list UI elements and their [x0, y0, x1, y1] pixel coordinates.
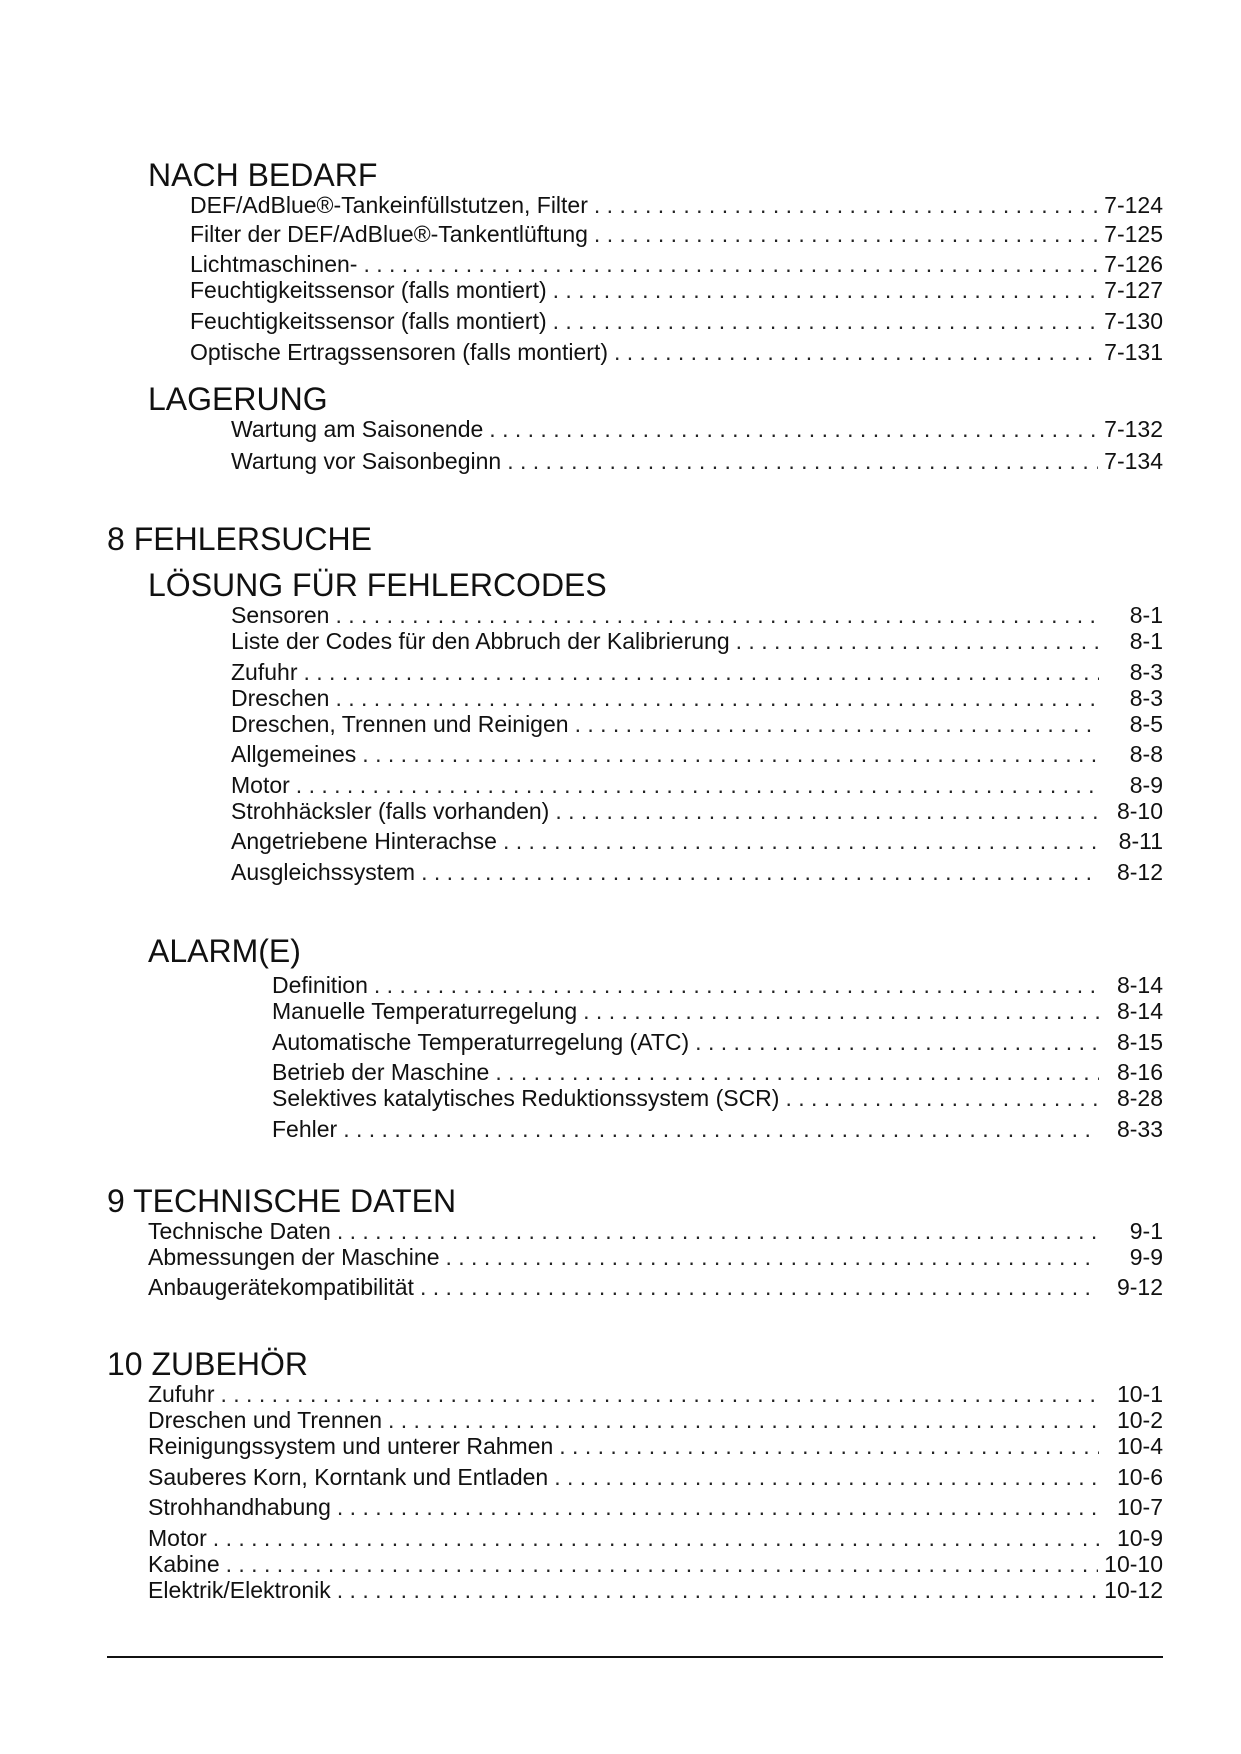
dot-leader [575, 710, 1099, 738]
toc-entry-title: Dreschen [231, 685, 330, 711]
toc-entry-page: 8-3 [1129, 685, 1163, 711]
toc-entry-title: Abmessungen der Maschine [148, 1244, 440, 1270]
toc-entry-page: 10-9 [1116, 1525, 1163, 1551]
dot-leader [226, 1550, 1099, 1578]
toc-entry[interactable] [190, 220, 1163, 248]
toc-entry-title: Sauberes Korn, Korntank und Entladen [148, 1464, 549, 1490]
toc-entry-page: 8-1 [1129, 628, 1163, 654]
toc-entry-page: 8-12 [1116, 859, 1163, 885]
toc-entry-title: Anbaugerätekompatibilität [148, 1274, 414, 1300]
toc-entry-page: 8-33 [1116, 1116, 1163, 1142]
dot-leader [337, 1217, 1099, 1245]
dot-leader [335, 684, 1099, 712]
toc-entry[interactable] [272, 1058, 1163, 1086]
toc-entry[interactable] [190, 250, 1163, 278]
toc-entry[interactable] [231, 771, 1163, 799]
chapter-heading-technische-daten: 9 TECHNISCHE DATEN [107, 1183, 457, 1219]
toc-entry[interactable] [272, 971, 1163, 999]
dot-leader [374, 971, 1099, 999]
toc-entry[interactable] [148, 1380, 1163, 1408]
toc-entry-page: 7-132 [1104, 416, 1163, 442]
dot-leader [489, 415, 1098, 443]
toc-entry-title: Zufuhr [231, 659, 298, 685]
toc-entry-page: 7-125 [1104, 221, 1163, 247]
section-heading-loesung-fehlercodes: LÖSUNG FÜR FEHLERCODES [148, 567, 607, 603]
toc-entry-title: Dreschen, Trennen und Reinigen [231, 711, 569, 737]
dot-leader [555, 797, 1099, 825]
toc-entry-page: 8-1 [1129, 602, 1163, 628]
toc-entry-title: Dreschen und Trennen [148, 1407, 382, 1433]
toc-entry-title: Wartung vor Saisonbeginn [231, 448, 502, 474]
toc-entry[interactable] [272, 997, 1163, 1025]
toc-entry-page: 7-127 [1104, 277, 1163, 303]
toc-entry[interactable] [148, 1524, 1163, 1552]
toc-entry-page: 8-28 [1116, 1085, 1163, 1111]
toc-entry-title: Angetriebene Hinterachse [231, 828, 497, 854]
toc-entry-page: 8-15 [1116, 1029, 1163, 1055]
toc-entry-title: Kabine [148, 1551, 220, 1577]
toc-entry[interactable] [231, 710, 1163, 738]
toc-entry[interactable] [148, 1493, 1163, 1521]
toc-entry[interactable] [148, 1550, 1163, 1578]
toc-entry-title: Feuchtigkeitssensor (falls montiert) [190, 308, 547, 334]
toc-entry-page: 10-7 [1116, 1494, 1163, 1520]
dot-leader [213, 1524, 1099, 1552]
toc-entry-title: Feuchtigkeitssensor (falls montiert) [190, 277, 547, 303]
toc-entry-page: 9-9 [1129, 1244, 1163, 1270]
dot-leader [503, 827, 1099, 855]
dot-leader [362, 740, 1099, 768]
toc-entry-title: Manuelle Temperaturregelung [272, 998, 578, 1024]
toc-entry-page: 8-14 [1116, 998, 1163, 1024]
dot-leader [695, 1028, 1099, 1056]
footer-rule [107, 1656, 1163, 1658]
dot-leader [507, 447, 1098, 475]
toc-entry-page: 8-10 [1116, 798, 1163, 824]
toc-entry[interactable] [272, 1084, 1163, 1112]
toc-entry[interactable] [190, 307, 1163, 335]
toc-entry-title: Technische Daten [148, 1218, 331, 1244]
toc-entry-title: Motor [148, 1525, 207, 1551]
toc-entry-title: Strohhandhabung [148, 1494, 331, 1520]
toc-entry-title: Reinigungssystem und unterer Rahmen [148, 1433, 554, 1459]
section-heading-alarme: ALARM(E) [148, 933, 301, 969]
toc-entry-title: Betrieb der Maschine [272, 1059, 490, 1085]
toc-entry-page: 10-10 [1104, 1551, 1163, 1577]
toc-entry-title: Strohhäcksler (falls vorhanden) [231, 798, 550, 824]
dot-leader [337, 1576, 1098, 1604]
dot-leader [785, 1084, 1099, 1112]
toc-entry-title: Sensoren [231, 602, 330, 628]
toc-entry-page: 7-130 [1104, 308, 1163, 334]
dot-leader [388, 1406, 1099, 1434]
dot-leader [421, 858, 1099, 886]
toc-entry-page: 10-12 [1104, 1577, 1163, 1603]
toc-entry-title: Filter der DEF/AdBlue®-Tankentlüftung [190, 221, 588, 247]
toc-entry[interactable] [148, 1273, 1163, 1301]
toc-entry-title: Elektrik/Elektronik [148, 1577, 331, 1603]
toc-entry[interactable] [190, 191, 1163, 219]
dot-leader [554, 1463, 1099, 1491]
toc-entry-title: Liste der Codes für den Abbruch der Kalibrierung [231, 628, 730, 654]
toc-entry[interactable] [231, 684, 1163, 712]
toc-entry-title: Motor [231, 772, 290, 798]
toc-entry-page: 7-131 [1104, 339, 1163, 365]
toc-entry[interactable] [272, 1028, 1163, 1056]
toc-entry[interactable] [190, 338, 1163, 366]
toc-entry-title: DEF/AdBlue®-Tankeinfüllstutzen, Filter [190, 192, 588, 218]
dot-leader [553, 276, 1099, 304]
dot-leader [495, 1058, 1099, 1086]
toc-entry[interactable] [231, 740, 1163, 768]
dot-leader [594, 220, 1098, 248]
toc-entry[interactable] [231, 447, 1163, 475]
toc-entry-title: Definition [272, 972, 368, 998]
toc-entry[interactable] [148, 1463, 1163, 1491]
toc-entry-title: Automatische Temperaturregelung (ATC) [272, 1029, 690, 1055]
dot-leader [343, 1115, 1099, 1143]
section-heading-nach-bedarf: NACH BEDARF [148, 157, 378, 193]
dot-leader [594, 191, 1098, 219]
toc-entry-page: 9-12 [1116, 1274, 1163, 1300]
toc-entry-title: Lichtmaschinen- [190, 251, 358, 277]
toc-entry[interactable] [148, 1243, 1163, 1271]
toc-entry-page: 8-14 [1116, 972, 1163, 998]
toc-entry[interactable] [148, 1217, 1163, 1245]
toc-entry-title: Ausgleichssystem [231, 859, 416, 885]
toc-entry-page: 8-5 [1129, 711, 1163, 737]
toc-entry[interactable] [190, 276, 1163, 304]
dot-leader [614, 338, 1098, 366]
toc-entry[interactable] [231, 797, 1163, 825]
toc-entry-page: 8-8 [1129, 741, 1163, 767]
toc-entry-page: 8-3 [1129, 659, 1163, 685]
dot-leader [363, 250, 1098, 278]
dot-leader [559, 1432, 1099, 1460]
toc-entry-page: 10-1 [1116, 1381, 1163, 1407]
toc-entry-page: 8-11 [1118, 828, 1163, 854]
toc-entry[interactable] [148, 1406, 1163, 1434]
toc-entry-page: 10-2 [1116, 1407, 1163, 1433]
dot-leader [296, 771, 1099, 799]
dot-leader [553, 307, 1099, 335]
chapter-heading-zubehoer: 10 ZUBEHÖR [107, 1346, 308, 1382]
toc-entry-page: 9-1 [1129, 1218, 1163, 1244]
toc-entry-title: Wartung am Saisonende [231, 416, 484, 442]
dot-leader [583, 997, 1099, 1025]
dot-leader [736, 627, 1099, 655]
dot-leader [446, 1243, 1100, 1271]
toc-entry-page: 8-9 [1129, 772, 1163, 798]
chapter-heading-fehlersuche: 8 FEHLERSUCHE [107, 521, 372, 557]
toc-entry[interactable] [148, 1576, 1163, 1604]
toc-entry-page: 7-126 [1104, 251, 1163, 277]
dot-leader [220, 1380, 1099, 1408]
toc-entry[interactable] [231, 827, 1163, 855]
toc-entry-title: Optische Ertragssensoren (falls montiert) [190, 339, 608, 365]
dot-leader [335, 601, 1099, 629]
dot-leader [420, 1273, 1099, 1301]
toc-entry[interactable] [231, 627, 1163, 655]
toc-entry[interactable] [231, 658, 1163, 686]
toc-entry[interactable] [272, 1115, 1163, 1143]
toc-entry[interactable] [231, 601, 1163, 629]
dot-leader [303, 658, 1099, 686]
toc-entry-title: Allgemeines [231, 741, 357, 767]
section-heading-lagerung: LAGERUNG [148, 381, 328, 417]
toc-entry-page: 10-6 [1116, 1464, 1163, 1490]
toc-entry[interactable] [148, 1432, 1163, 1460]
dot-leader [337, 1493, 1099, 1521]
toc-entry-page: 7-124 [1104, 192, 1163, 218]
toc-entry[interactable] [231, 858, 1163, 886]
toc-entry-page: 8-16 [1116, 1059, 1163, 1085]
toc-entry-title: Selektives katalytisches Reduktionssystem (SCR) [272, 1085, 780, 1111]
toc-entry-title: Zufuhr [148, 1381, 215, 1407]
toc-entry-page: 7-134 [1104, 448, 1163, 474]
toc-entry-page: 10-4 [1116, 1433, 1163, 1459]
toc-entry-title: Fehler [272, 1116, 338, 1142]
toc-entry[interactable] [231, 415, 1163, 443]
